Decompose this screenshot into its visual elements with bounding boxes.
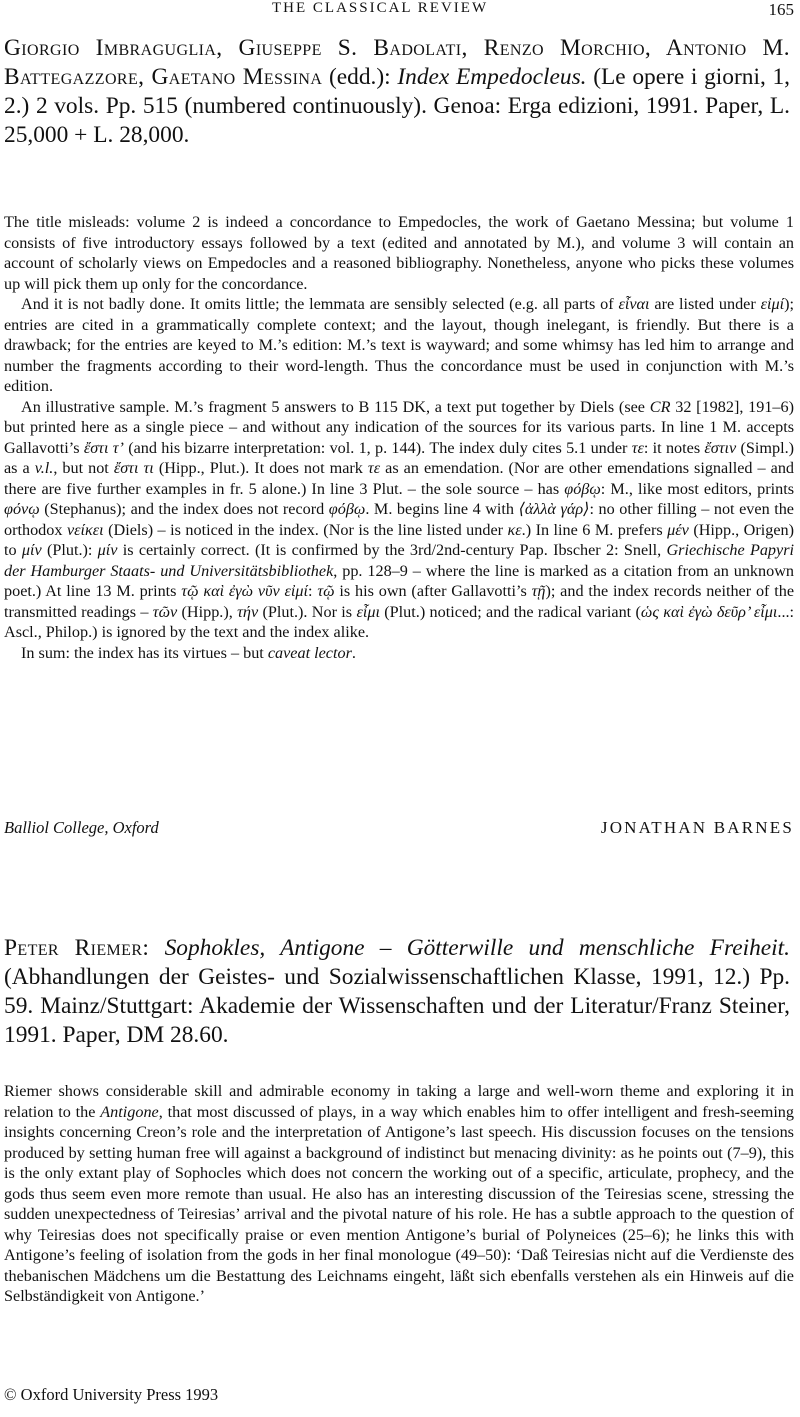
reviewer-name: JONATHAN BARNES — [600, 818, 794, 837]
reviewer-affiliation: Balliol College, Oxford — [4, 818, 159, 837]
review-1-paragraph-3: An illustrative sample. M.’s fragment 5 answers to B 115 DK, a text put together by Diels (see CR 32 [1982], 191–6) but printed here as a single piece – and without any indication of the sources for its various parts. In line 1 M. accepts Gallavotti’s ἔστι τ’ (and his bizarre interpretation: vol. 1, p. 144). The index duly cites 5.1 under τε: it notes ἔστιν (Simpl.) as a v.l., but not ἔστι τι (Hipp., Plut.). It does not mark τε as an emendation. (Nor are other emendations signalled – and there are five further examples in fr. 5 alone.) In line 3 Plut. – the sole source – has φόβῳ: M., like most editors, prints φόνῳ (Stephanus); and the index does not record φόβῳ. M. begins line 4 with ⟨ἀλλὰ γάρ⟩: no other filling – not even the orthodox νείκει (Diels) – is noticed in the index. (Nor is the line listed under κε.) In line 6 M. prefers μέν (Hipp., Origen) to μίν (Plut.): μίν is certainly correct. (It is confirmed by the 3rd/2nd-century Pap. Ibscher 2: Snell, Griechische Papyri der Hamburger Staats- und Universitätsbibliothek, pp. 128–9 – where the line is marked as a citation from an unknown poet.) At line 13 M. prints τῷ καὶ ἐγὼ νῦν εἰμί: τῷ is his own (after Gallavotti’s τῇ); and the index records neither of the transmitted readings – τῶν (Hipp.), τήν (Plut.). Nor is εἶμι (Plut.) noticed; and the radical variant (ὡς καὶ ἐγὼ δεῦρ’ εἶμι...: Ascl., Philop.) is ignored by the text and the index alike. — [4, 397, 795, 641]
review-1-paragraph-4: In sum: the index has its virtues – but caveat lector. — [21, 643, 356, 662]
running-head — [0, 0, 800, 22]
review-2-paragraph-1: Riemer shows considerable skill and admirable economy in taking a large and well-worn theme and exploring it in relation to the Antigone, that most discussed of plays, in a way which enables him to offer intelligent and fresh-seeming insights concerning Creon’s role and the interpretation of Antigone’s last speech. His discussion focuses on the tensions produced by setting human free will against a background of indistinct but menacing divinity: as he points out (7–9), this is the only extant play of Sophocles which does not concern the working out of a specific, articulate, prophecy, and the gods thus seem even more remote than usual. He also has an interesting discussion of the Teiresias scene, stressing the sudden unexpectedness of Teiresias’ arrival and the pivotal nature of his role. He has a subtle approach to the question of why Teiresias does not specifically praise or even mention Antigone’s burial of Polyneices (25–6); he links this with Antigone’s feeling of isolation from the gods in her final monologue (49–50): ‘Daß Teiresias nicht auf die Verdienste des thebanischen Mädchens um die Bestattung des Leichnams eingeht, läßt sich ebenfalls verstehen als ein Hinweis auf die Selbständigkeit von Antigone.’ — [4, 1082, 794, 1305]
review-1-paragraph-1: The title misleads: volume 2 is indeed a concordance to Empedocles, the work of Gaetano Messina; but volume 1 consists of five introductory essays followed by a text (edited and annotated by M.), and volume 3 will contain an account of scholarly views on Empedocles and a reasoned bibliography. Nonetheless, anyone who picks these volumes up will pick them up only for the concordance. — [4, 213, 794, 293]
review-1-edd: (edd.): — [328, 64, 391, 90]
review-2-publication-details: (Abhandlungen der Geistes- und Sozialwissenschaftlichen Klasse, 1991, 12.) Pp. 59. Mainz/Stuttgart: Akademie der Wissenschaften und der Literatur/Franz Steiner, 1991. Paper, DM 28.60. — [4, 964, 790, 1048]
review-2-author: Peter Riemer: — [4, 935, 150, 961]
page-number: 165 — [768, 0, 794, 19]
review-1-body — [4, 212, 794, 663]
review-1-publication-details: (Le opere i giorni, 1, 2.) 2 vols. Pp. 515 (numbered continuously). Genoa: Erga edizioni, 1991. Paper, L. 25,000 + L. 28,000. — [4, 64, 791, 148]
copyright-notice: © Oxford University Press 1993 — [4, 1385, 219, 1404]
journal-title: THE CLASSICAL REVIEW — [272, 0, 489, 16]
review-1-editors: Giorgio Imbraguglia, Giuseppe S. Badolati, Renzo Morchio, Antonio M. Battegazzore, Gaetano Messina — [4, 35, 790, 90]
review-1-signature — [4, 818, 794, 842]
review-1-paragraph-2: And it is not badly done. It omits little; the lemmata are sensibly selected (e.g. all parts of εἶναι are listed under εἰμί); entries are cited in a grammatically complete context; and the layout, though inelegant, is friendly. But there is a drawback; for the entries are keyed to M.’s edition: M.’s text is wayward; and some whimsy has led him to arrange and number the fragments according to their word-length. Thus the concordance must be used in conjunction with M.’s edition. — [4, 295, 794, 395]
review-2-heading — [4, 934, 790, 1050]
review-1-heading — [4, 34, 790, 150]
review-1-book-title: Index Empedocleus. — [397, 64, 587, 90]
review-2-book-title: Sophokles, Antigone – Götterwille und menschliche Freiheit. — [164, 935, 790, 961]
review-2-body — [4, 1081, 794, 1307]
